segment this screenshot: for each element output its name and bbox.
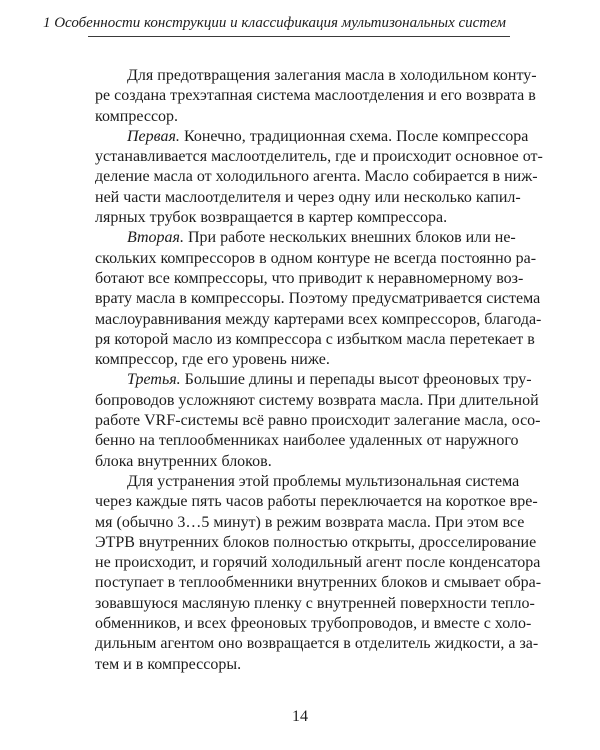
- text-line: врату масла в компрессоры. Поэтому предусматривается система: [95, 290, 541, 308]
- paragraph-lead: Вторая.: [127, 229, 184, 247]
- text-line-rest: При работе нескольких внешних блоков или не-: [183, 229, 516, 247]
- text-line: ботают все компрессоры, что приводит к неравномерному воз-: [95, 269, 524, 287]
- text-line: ней части маслоотделителя и через одну или несколько капил-: [95, 188, 521, 206]
- text-line: обменников, и всех фреоновых трубопроводов, и вместе с холо-: [95, 615, 532, 633]
- text-line: ря которой масло из компрессора с избытком масла перетекает в: [95, 330, 535, 348]
- body-text: [95, 66, 543, 675]
- paragraph-3: [95, 228, 542, 370]
- text-line: ре создана трехэтапная система маслоотделения и его возврата в: [95, 87, 536, 105]
- text-line: бопроводов усложняют систему возврата масла. При длительной: [95, 391, 539, 409]
- text-line: Для устранения этой проблемы мультизональная система: [127, 472, 520, 490]
- text-line-rest: Конечно, традиционная схема. После компрессора: [179, 127, 529, 145]
- text-line: не происходит, и горячий холодильный агент после конденсатора: [95, 554, 541, 572]
- paragraph-1: [95, 66, 537, 127]
- text-line: маслоуравнивания между картерами всех компрессоров, благода-: [95, 310, 542, 328]
- text-line: ЭТРВ внутренних блоков полностью открыты, дросселирование: [95, 533, 537, 551]
- paragraph-4: [95, 370, 541, 471]
- text-line: работе VRF-системы всё равно происходит залегание масла, осо-: [95, 412, 541, 430]
- text-line: зовавшуюся масляную пленку с внутренней поверхности тепло-: [95, 594, 535, 612]
- text-line: мя (обычно 3…5 минут) в режим возврата масла. При этом все: [95, 513, 525, 531]
- text-line: лярных трубок возвращается в картер компрессора.: [95, 209, 448, 227]
- paragraph-5: [95, 472, 542, 675]
- page-number: 14: [292, 708, 308, 725]
- text-line: блока внутренних блоков.: [95, 452, 272, 470]
- text-line: скольких компрессоров в одном контуре не всегда постоянно ра-: [95, 249, 537, 267]
- text-line-rest: Большие длины и перепады высот фреоновых тру-: [180, 371, 532, 389]
- text-line: поступает в теплообменники внутренних блоков и смывает обра-: [95, 574, 542, 592]
- text-line: компрессор.: [95, 107, 179, 125]
- text-line: устанавливается маслоотделитель, где и происходит основное от-: [95, 148, 543, 166]
- text-line: [95, 370, 532, 390]
- text-line: компрессор, где его уровень ниже.: [95, 351, 330, 369]
- text-line: [95, 127, 529, 147]
- text-line: тем и в компрессоры.: [95, 655, 242, 673]
- text-line: деление масла от холодильного агента. Масло собирается в ниж-: [95, 168, 538, 186]
- running-header: [42, 8, 510, 37]
- running-title: 1 Особенности конструкции и классификация мультизональных систем: [42, 15, 506, 31]
- text-line: Для предотвращения залегания масла в холодильном конту-: [127, 67, 537, 84]
- paragraph-lead: Третья.: [127, 371, 181, 389]
- paragraph-2: [95, 127, 543, 228]
- text-line: дильным агентом оно возвращается в отделитель жидкости, а за-: [95, 635, 539, 653]
- paragraph-lead: Первая.: [127, 127, 180, 145]
- text-line: [95, 228, 516, 248]
- text-line: бенно на теплообменниках наиболее удаленных от наружного: [95, 432, 519, 450]
- text-line: через каждые пять часов работы переключается на короткое вре-: [95, 493, 538, 511]
